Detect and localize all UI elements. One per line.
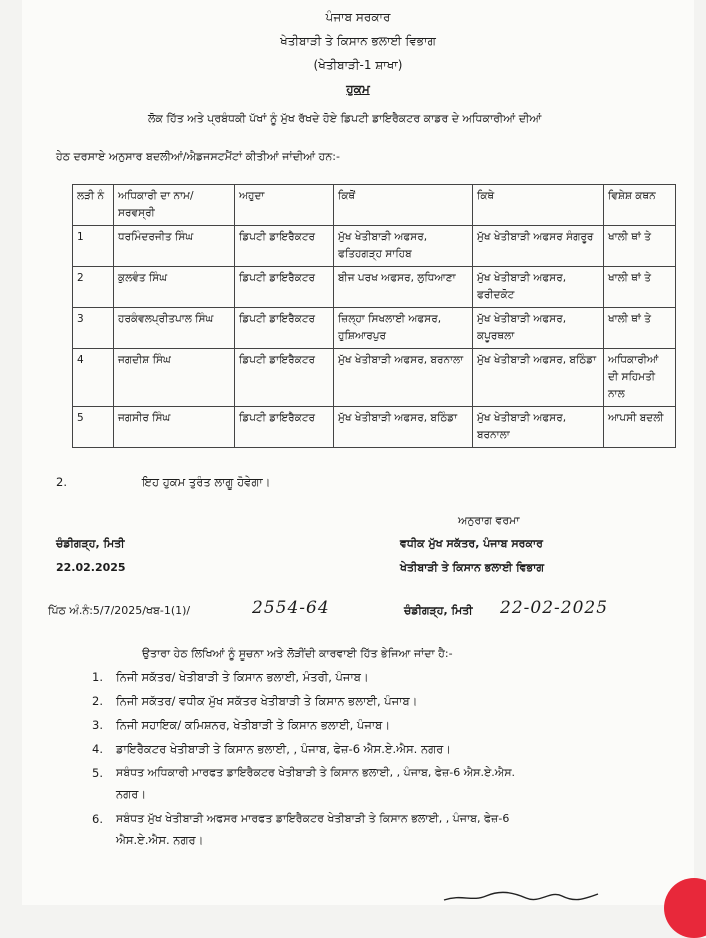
list-item-continuation: ਨਗਰ।: [116, 787, 147, 801]
table-row: [73, 308, 676, 349]
cell-officer-name: ਧਰਮਿੰਦਰਜੀਤ ਸਿੰਘ: [114, 226, 235, 267]
intro-line-1: ਲੋਕ ਹਿੱਤ ਅਤੇ ਪ੍ਰਬੰਧਕੀ ਪੱਖਾਂ ਨੂੰ ਮੁੱਖ ਰੱਖਦੇ ਹੋਏ ਡਿਪਟੀ ਡਾਇਰੈਕਟਰ ਕਾਡਰ ਦੇ ਅਧਿਕਾਰੀਆਂ ਦੀਆਂ: [148, 112, 542, 125]
intro-line-2: ਹੇਠ ਦਰਸਾਏ ਅਨੁਸਾਰ ਬਦਲੀਆਂ/ਐਡਜਸਟਮੈਂਟਾਂ ਕੀਤੀਆਂ ਜਾਂਦੀਆਂ ਹਨ:-: [56, 150, 340, 163]
cell-remarks: ਖਾਲੀ ਥਾਂ ਤੇ: [604, 267, 676, 308]
cell-remarks: ਆਪਸੀ ਬਦਲੀ: [604, 407, 676, 448]
list-item: ਨਿਜੀ ਸਕੱਤਰ/ ਵਧੀਕ ਮੁੱਖ ਸਕੱਤਰ ਖੇਤੀਬਾੜੀ ਤੇ ਕਿਸਾਨ ਭਲਾਈ, ਪੰਜਾਬ।: [116, 694, 418, 708]
header-branch: (ਖੇਤੀਬਾੜੀ-1 ਸ਼ਾਖਾ): [313, 58, 403, 72]
cell-to: ਮੁੱਖ ਖੇਤੀਬਾੜੀ ਅਫਸਰ, ਬਠਿੰਡਾ: [473, 349, 604, 407]
table-row: [73, 226, 676, 267]
table-row: [73, 267, 676, 308]
header-officer-name: ਅਧਿਕਾਰੀ ਦਾ ਨਾਮ/ਸਰਵਸ੍ਰੀ: [114, 185, 235, 226]
endorsement-place-label: ਚੰਡੀਗੜ੍ਹ, ਮਿਤੀ: [404, 604, 473, 617]
order-heading: ਹੁਕਮ: [346, 82, 370, 96]
list-item-number: 5.: [92, 766, 103, 780]
signatory-name: ਅਨੁਰਾਗ ਵਰਮਾ: [458, 514, 520, 527]
endorsement-reference: ਪਿੱਠ ਅੰ.ਨੰ:5/7/2025/ਖਬ-1(1)/: [48, 604, 191, 617]
cell-remarks: ਅਧਿਕਾਰੀਆਂ ਦੀ ਸਹਿਮਤੀ ਨਾਲ: [604, 349, 676, 407]
table-row: [73, 407, 676, 448]
cell-to: ਮੁੱਖ ਖੇਤੀਬਾੜੀ ਅਫਸਰ ਸੰਗਰੂਰ: [473, 226, 604, 267]
list-item: ਨਿਜੀ ਸਹਾਇਕ/ ਕਮਿਸ਼ਨਰ, ਖੇਤੀਬਾੜੀ ਤੇ ਕਿਸਾਨ ਭਲਾਈ, ਪੰਜਾਬ।: [116, 718, 391, 732]
cell-officer-name: ਹਰਕੰਵਲਪ੍ਰੀਤਪਾਲ ਸਿੰਘ: [114, 308, 235, 349]
signatory-title-2: ਖੇਤੀਬਾੜੀ ਤੇ ਕਿਸਾਨ ਭਲਾਈ ਵਿਭਾਗ: [400, 561, 545, 574]
transfer-table: [72, 184, 676, 448]
endorsement-number-handwritten: 2554-64: [252, 598, 330, 618]
cell-designation: ਡਿਪਟੀ ਡਾਇਰੈਕਟਰ: [235, 407, 334, 448]
list-item-continuation: ਐਸ.ਏ.ਐਸ. ਨਗਰ।: [116, 833, 204, 847]
cell-designation: ਡਿਪਟੀ ਡਾਇਰੈਕਟਰ: [235, 349, 334, 407]
list-item: ਸਬੰਧਤ ਅਧਿਕਾਰੀ ਮਾਰਫਤ ਡਾਇਰੈਕਟਰ ਖੇਤੀਬਾੜੀ ਤੇ ਕਿਸਾਨ ਭਲਾਈ, , ਪੰਜਾਬ, ਫੇਜ਼-6 ਐਸ.ਏ.ਐਸ.: [116, 766, 516, 779]
header-government: ਪੰਜਾਬ ਸਰਕਾਰ: [325, 10, 391, 24]
list-item-number: 1.: [92, 670, 103, 684]
header-designation: ਅਹੁਦਾ: [235, 185, 334, 226]
cell-officer-name: ਜਗਸੀਰ ਸਿੰਘ: [114, 407, 235, 448]
cell-from: ਬੀਜ ਪਰਖ ਅਫਸਰ, ਲੁਧਿਆਣਾ: [334, 267, 473, 308]
document-page: [22, 0, 694, 905]
cell-remarks: ਖਾਲੀ ਥਾਂ ਤੇ: [604, 308, 676, 349]
list-item: ਨਿਜੀ ਸਕੱਤਰ/ ਖੇਤੀਬਾੜੀ ਤੇ ਕਿਸਾਨ ਭਲਾਈ, ਮੰਤਰੀ, ਪੰਜਾਬ।: [116, 670, 369, 684]
cell-serial: 1: [73, 226, 114, 267]
list-item-number: 4.: [92, 742, 103, 756]
cell-from: ਮੁੱਖ ਖੇਤੀਬਾੜੀ ਅਫਸਰ, ਬਰਨਾਲਾ: [334, 349, 473, 407]
cell-serial: 4: [73, 349, 114, 407]
cell-to: ਮੁੱਖ ਖੇਤੀਬਾੜੀ ਅਫਸਰ, ਕਪੂਰਥਲਾ: [473, 308, 604, 349]
header-from: ਕਿਥੋਂ: [334, 185, 473, 226]
cell-from: ਮੁੱਖ ਖੇਤੀਬਾੜੀ ਅਫਸਰ, ਫਤਿਹਗੜ੍ਹ ਸਾਹਿਬ: [334, 226, 473, 267]
cell-officer-name: ਕੁਲਵੰਤ ਸਿੰਘ: [114, 267, 235, 308]
list-item-number: 3.: [92, 718, 103, 732]
cell-remarks: ਖਾਲੀ ਥਾਂ ਤੇ: [604, 226, 676, 267]
header-serial: ਲੜੀ ਨੰ: [73, 185, 114, 226]
cell-designation: ਡਿਪਟੀ ਡਾਇਰੈਕਟਰ: [235, 226, 334, 267]
clause-2-number: 2.: [56, 475, 67, 489]
clause-2-text: ਇਹ ਹੁਕਮ ਤੁਰੰਤ ਲਾਗੂ ਹੋਵੇਗਾ।: [142, 475, 271, 489]
cell-from: ਮੁੱਖ ਖੇਤੀਬਾੜੀ ਅਫਸਰ, ਬਠਿੰਡਾ: [334, 407, 473, 448]
cell-serial: 2: [73, 267, 114, 308]
cell-designation: ਡਿਪਟੀ ਡਾਇਰੈਕਟਰ: [235, 308, 334, 349]
cell-from: ਜ਼ਿਲ੍ਹਾ ਸਿਖਲਾਈ ਅਫਸਰ, ਹੁਸ਼ਿਆਰਪੁਰ: [334, 308, 473, 349]
order-date: 22.02.2025: [56, 561, 126, 574]
header-department: ਖੇਤੀਬਾੜੀ ਤੇ ਕਿਸਾਨ ਭਲਾਈ ਵਿਭਾਗ: [280, 34, 436, 48]
header-to: ਕਿਥੇ: [473, 185, 604, 226]
signatory-title-1: ਵਧੀਕ ਮੁੱਖ ਸਕੱਤਰ, ਪੰਜਾਬ ਸਰਕਾਰ: [400, 537, 543, 550]
table-header-row: [73, 185, 676, 226]
list-item: ਸਬੰਧਤ ਮੁੱਖ ਖੇਤੀਬਾੜੀ ਅਫਸਰ ਮਾਰਫਤ ਡਾਇਰੈਕਟਰ ਖੇਤੀਬਾੜੀ ਤੇ ਕਿਸਾਨ ਭਲਾਈ, , ਪੰਜਾਬ, ਫੇਜ਼-6: [116, 812, 510, 825]
list-item: ਡਾਇਰੈਕਟਰ ਖੇਤੀਬਾੜੀ ਤੇ ਕਿਸਾਨ ਭਲਾਈ, , ਪੰਜਾਬ, ਫੇਜ਼-6 ਐਸ.ਏ.ਐਸ. ਨਗਰ।: [116, 742, 452, 756]
cell-to: ਮੁੱਖ ਖੇਤੀਬਾੜੀ ਅਫਸਰ, ਫਰੀਦਕੋਟ: [473, 267, 604, 308]
header-remarks: ਵਿਸ਼ੇਸ਼ ਕਥਨ: [604, 185, 676, 226]
cell-serial: 3: [73, 308, 114, 349]
place-date-label: ਚੰਡੀਗੜ੍ਹ, ਮਿਤੀ: [56, 537, 125, 550]
endorsement-intro: ਉਤਾਰਾ ਹੇਠ ਲਿਖਿਆਂ ਨੂੰ ਸੂਚਨਾ ਅਤੇ ਲੋੜੀਂਦੀ ਕਾਰਵਾਈ ਹਿੱਤ ਭੇਜਿਆ ਜਾਂਦਾ ਹੈ:-: [142, 647, 453, 660]
signature-scribble: [442, 886, 602, 904]
list-item-number: 2.: [92, 694, 103, 708]
list-item-number: 6.: [92, 812, 103, 826]
endorsement-date-handwritten: 22-02-2025: [500, 598, 609, 618]
cell-to: ਮੁੱਖ ਖੇਤੀਬਾੜੀ ਅਫਸਰ, ਬਰਨਾਲਾ: [473, 407, 604, 448]
cell-serial: 5: [73, 407, 114, 448]
table-row: [73, 349, 676, 407]
cell-officer-name: ਜਗਦੀਸ਼ ਸਿੰਘ: [114, 349, 235, 407]
cell-designation: ਡਿਪਟੀ ਡਾਇਰੈਕਟਰ: [235, 267, 334, 308]
